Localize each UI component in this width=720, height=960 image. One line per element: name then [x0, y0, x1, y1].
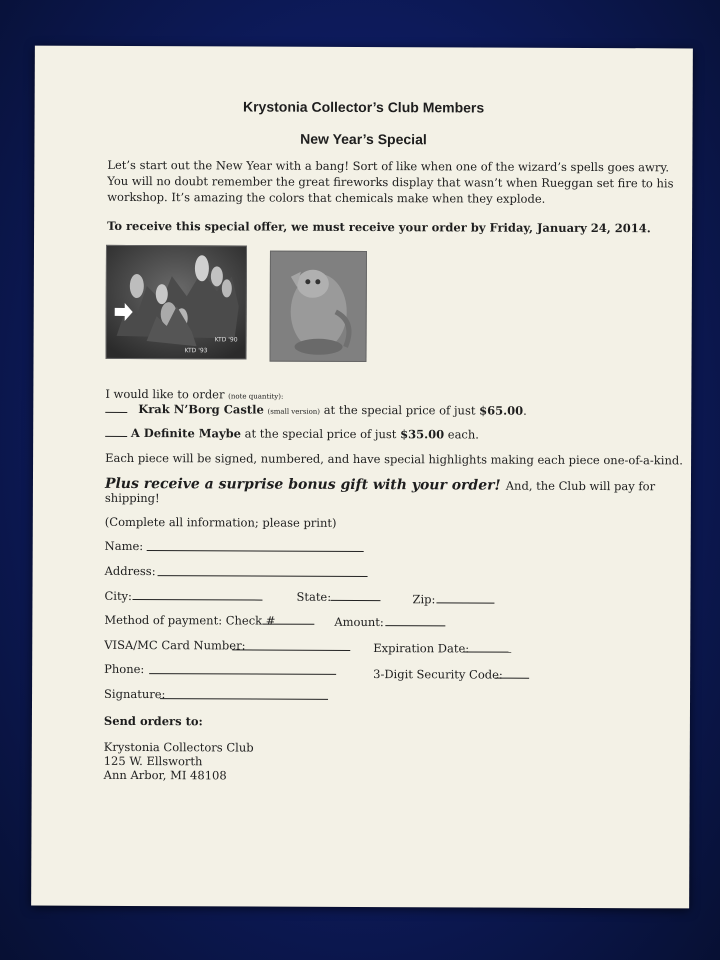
intro-line-3: workshop. It’s amazing the colors that chemicals make when they explode.	[107, 189, 546, 206]
club-title: Krystonia Collector’s Club Members	[242, 98, 485, 116]
city-label: City:	[104, 588, 132, 603]
state-field[interactable]	[330, 600, 380, 601]
bonus-line: Plus receive a surprise bonus gift with your order! And, the Club will pay for	[104, 475, 656, 494]
expiration-field[interactable]	[463, 651, 511, 652]
state-label: State:	[296, 589, 332, 604]
deadline-notice: To receive this special offer, we must receive your order by Friday, January 24, 2014.	[107, 218, 651, 236]
signed-note: Each piece will be signed, numbered, and have special highlights making each piece one-of-a-kind.	[105, 450, 683, 468]
address-line-3: Ann Arbor, MI 48108	[103, 767, 227, 783]
form-instructions: (Complete all information; please print)	[104, 514, 337, 530]
zip-label: Zip:	[412, 592, 436, 607]
castle-quantity-blank[interactable]	[105, 402, 127, 413]
amount-field[interactable]	[385, 625, 445, 626]
address-line-2: 125 W. Ellsworth	[103, 753, 203, 769]
send-orders-heading: Send orders to:	[103, 713, 203, 729]
zip-field[interactable]	[436, 602, 494, 603]
phone-field[interactable]	[149, 673, 336, 675]
intro-line-1: Let’s start out the New Year with a bang! Sort of like when one of the wizard’s spells goes awry.	[107, 157, 670, 175]
order-line-castle: Krak N’Borg Castle (small version) at the special price of just $65.00.	[105, 401, 527, 421]
intro-line-2: You will no doubt remember the great fireworks display that wasn’t when Rueggan set fire to his	[107, 173, 674, 191]
expiration-label: Expiration Date:	[373, 641, 470, 656]
security-code-field[interactable]	[495, 678, 529, 679]
maybe-figurine-photo	[270, 251, 367, 362]
order-intro: I would like to order (note quantity):	[105, 386, 284, 402]
security-code-label: 3-Digit Security Code:	[373, 667, 503, 682]
card-number-field[interactable]	[232, 649, 350, 651]
definite-maybe-figurine-image	[271, 252, 366, 361]
bonus-shipping: shipping!	[104, 490, 160, 506]
maybe-quantity-blank[interactable]	[105, 426, 127, 437]
signature-field[interactable]	[160, 698, 328, 700]
payment-label: Method of payment: Check #	[104, 612, 276, 628]
castle-tag-1: KTD '90	[214, 336, 238, 344]
name-label: Name:	[104, 538, 144, 554]
address-line-1: Krystonia Collectors Club	[103, 739, 254, 755]
card-number-label: VISA/MC Card Number:	[104, 637, 246, 653]
amount-label: Amount:	[334, 614, 384, 630]
special-title: New Year’s Special	[300, 130, 427, 148]
castle-photo	[106, 245, 247, 360]
castle-tag-2: KTD '93	[184, 347, 208, 355]
city-field[interactable]	[132, 599, 262, 601]
address-field[interactable]	[158, 575, 368, 577]
address-label: Address:	[104, 563, 156, 579]
signature-label: Signature:	[104, 686, 166, 702]
order-form-sheet	[31, 46, 693, 909]
castle-figurine-image	[107, 246, 246, 359]
name-field[interactable]	[147, 550, 364, 552]
order-line-maybe: A Definite Maybe at the special price of just $35.00 each.	[105, 425, 479, 443]
phone-label: Phone:	[104, 661, 145, 677]
